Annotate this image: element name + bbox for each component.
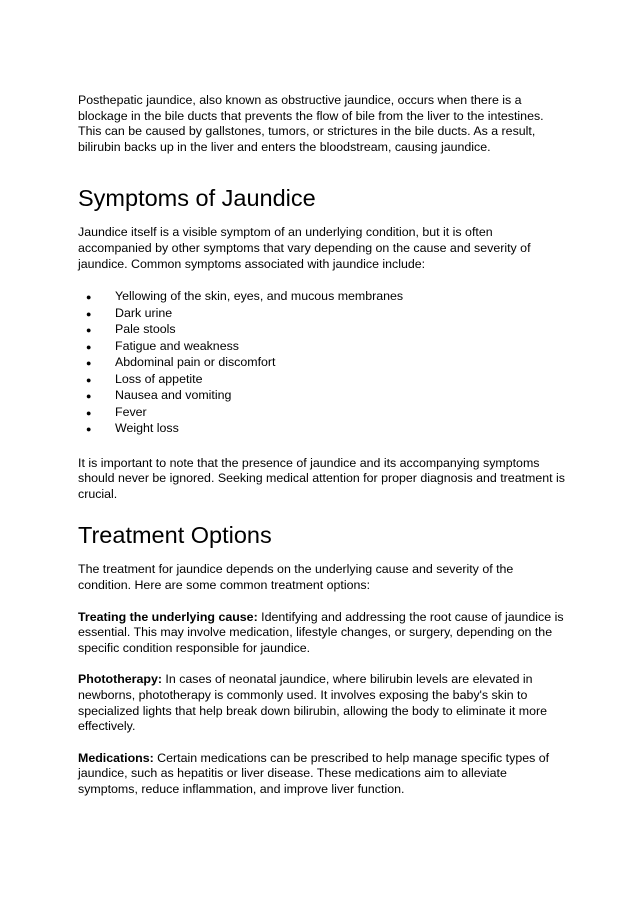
list-item <box>86 372 568 389</box>
list-item <box>86 388 568 405</box>
symptoms-intro-paragraph: Jaundice itself is a visible symptom of an underlying condition, but it is often accompanied by other symptoms that vary depending on the cause and severity of jaundice. Common symptoms associated with jaundice include: <box>78 225 531 271</box>
symptoms-note-paragraph: It is important to note that the presence of jaundice and its accompanying symptoms should never be ignored. Seeking medical attention for proper diagnosis and treatment is crucial. <box>78 455 565 501</box>
treatment-option-phototherapy <box>78 672 568 734</box>
bullet-icon: ● <box>86 308 92 319</box>
treatment-option-medications <box>78 751 568 798</box>
symptoms-heading: Symptoms of Jaundice <box>78 185 316 212</box>
list-item <box>86 339 568 356</box>
posthepatic-paragraph: Posthepatic jaundice, also known as obstructive jaundice, occurs when there is a blockage in the bile ducts that prevents the flow of bile from the liver to the intestines. This can be caused by gallstones, tumors, or strictures in the bile ducts. As a result, bilirubin backs up in the liver and enters the bloodstream, causing jaundice. <box>78 93 544 154</box>
list-item <box>86 306 568 323</box>
list-item <box>86 355 568 372</box>
list-item-text: Fatigue and weakness <box>115 338 239 353</box>
list-item <box>86 421 568 438</box>
bullet-icon: ● <box>86 358 92 369</box>
bullet-icon: ● <box>86 407 92 418</box>
list-item-text: Dark urine <box>115 305 173 320</box>
document-page <box>78 93 568 814</box>
treatment-heading: Treatment Options <box>78 522 272 549</box>
list-item-text: Nausea and vomiting <box>115 388 232 403</box>
treatment-intro-paragraph: The treatment for jaundice depends on the underlying cause and severity of the condition. Here are some common treatment options: <box>78 562 514 593</box>
list-item-text: Weight loss <box>115 421 179 436</box>
list-item-text: Fever <box>115 404 147 419</box>
treatment-option-underlying-cause <box>78 610 568 657</box>
option-text: Identifying and addressing the root cause of jaundice is essential. This may involve medication, lifestyle changes, or surgery, depending on the specific condition responsible for jaundice. <box>78 609 564 655</box>
bullet-icon: ● <box>86 391 92 402</box>
bullet-icon: ● <box>86 374 92 385</box>
option-title: Medications: <box>78 750 154 765</box>
bullet-icon: ● <box>86 292 92 303</box>
option-text: In cases of neonatal jaundice, where bilirubin levels are elevated in newborns, phototherapy is commonly used. It involves exposing the baby's skin to specialized lights that help break down bilirubin, allowing the body to eliminate it more effectively. <box>78 672 548 734</box>
bullet-icon: ● <box>86 341 92 352</box>
symptom-list <box>78 289 568 438</box>
bullet-icon: ● <box>86 424 92 435</box>
bullet-icon: ● <box>86 325 92 336</box>
list-item-text: Abdominal pain or discomfort <box>115 355 276 370</box>
list-item <box>86 289 568 306</box>
list-item <box>86 405 568 422</box>
list-item-text: Pale stools <box>115 322 176 337</box>
option-title: Phototherapy: <box>78 672 162 687</box>
option-text: Certain medications can be prescribed to help manage specific types of jaundice, such as hepatitis or liver disease. These medications aim to alleviate symptoms, reduce inflammation, and improve liver function. <box>78 750 550 796</box>
option-title: Treating the underlying cause: <box>78 609 258 624</box>
list-item <box>86 322 568 339</box>
list-item-text: Yellowing of the skin, eyes, and mucous membranes <box>115 289 404 304</box>
list-item-text: Loss of appetite <box>115 371 203 386</box>
